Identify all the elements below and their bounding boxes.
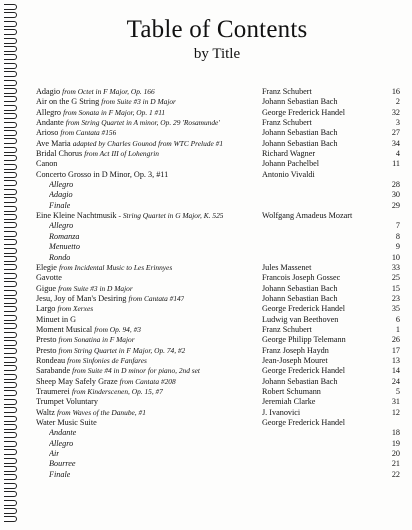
composer-name: George Frederick Handel — [262, 418, 346, 427]
work-note: from Op. 94, #3 — [94, 324, 141, 334]
binding-ring — [4, 298, 17, 304]
toc-subentry — [36, 449, 402, 459]
work-name: Trumpet Voluntary — [36, 397, 98, 407]
binding-ring — [4, 306, 17, 312]
page-number: 13 — [391, 355, 400, 365]
work-name: Presto — [36, 335, 57, 345]
toc-subentry — [36, 221, 402, 231]
composer-name: Johann Sebastian Bach — [262, 293, 338, 303]
work-title — [36, 335, 135, 345]
binding-ring — [4, 323, 17, 329]
work-name: Rondo — [49, 252, 71, 262]
composer-name: George Frederick Handel — [262, 107, 346, 117]
toc-subentry — [36, 459, 402, 469]
page-number: 15 — [391, 283, 400, 293]
binding-ring — [4, 248, 17, 254]
page-number: 1 — [395, 324, 400, 334]
toc-entry — [36, 325, 402, 335]
binding-ring — [4, 88, 17, 94]
binding-ring — [4, 231, 17, 237]
composer-name: Johann Sebastian Bach — [262, 283, 338, 293]
page-number: 27 — [391, 128, 400, 138]
work-title — [36, 356, 147, 366]
toc-subentry — [36, 428, 402, 438]
work-title — [36, 366, 200, 376]
page-number: 4 — [395, 149, 400, 159]
binding-ring — [4, 424, 17, 430]
work-name: Waltz — [36, 407, 55, 417]
work-note: from String Quartet in A minor, Op. 29 'Rosamunde' — [65, 118, 220, 128]
binding-ring — [4, 172, 17, 178]
work-name: Air on the G String — [36, 97, 100, 107]
binding-ring — [4, 147, 17, 153]
composer-name: George Frederick Handel — [262, 304, 346, 314]
binding-ring — [4, 357, 17, 363]
toc-entry — [36, 284, 402, 294]
toc-entry — [36, 408, 402, 418]
page-number: 18 — [391, 428, 400, 438]
composer-name: George Frederick Handel — [262, 366, 346, 376]
page-number: 19 — [391, 438, 400, 448]
work-note: from Octet in F Major, Op. 166 — [62, 87, 155, 96]
binding-ring — [4, 432, 17, 438]
binding-ring — [4, 189, 17, 195]
binding-ring — [4, 29, 17, 35]
binding-ring — [4, 466, 17, 472]
work-title — [36, 294, 184, 304]
toc-entry — [36, 273, 402, 283]
work-name: Allegro — [49, 180, 74, 190]
page-number: 10 — [391, 252, 400, 262]
work-note: from Cantata #208 — [119, 376, 176, 386]
work-note: from Suite #3 in D Major — [101, 97, 176, 107]
page-number: 8 — [395, 231, 400, 241]
composer-name: George Philipp Telemann — [262, 335, 346, 345]
toc-entry — [36, 149, 402, 159]
page-number: 21 — [391, 459, 400, 469]
binding-ring — [4, 46, 17, 52]
page-number: 12 — [391, 407, 400, 417]
work-title — [36, 284, 133, 294]
binding-ring — [4, 441, 17, 447]
work-note: from Cantata #156 — [60, 128, 117, 138]
work-name: Elegie — [36, 262, 57, 272]
composer-name: Franz Schubert — [262, 118, 312, 128]
page-number: 7 — [395, 221, 400, 231]
work-title — [36, 139, 223, 149]
composer-name: Franz Joseph Haydn — [262, 345, 329, 355]
binding-ring — [4, 256, 17, 262]
toc-entry — [36, 263, 402, 273]
work-name: Arioso — [36, 128, 59, 138]
binding-ring — [4, 130, 17, 136]
composer-name: Johann Sebastian Bach — [262, 138, 338, 148]
work-name: Allegro — [36, 107, 62, 117]
toc-subentry — [36, 201, 402, 211]
binding-ring — [4, 332, 17, 338]
work-title — [36, 377, 176, 387]
binding-ring — [4, 382, 17, 388]
binding-ring — [4, 365, 17, 371]
toc-subentry — [36, 253, 402, 263]
binding-ring — [4, 122, 17, 128]
work-name: Bourree — [49, 459, 76, 469]
toc-entry — [36, 139, 402, 149]
work-name: Sheep May Safely Graze — [36, 376, 118, 386]
work-title — [49, 428, 76, 438]
work-title — [36, 211, 223, 221]
binding-ring — [4, 138, 17, 144]
binding-ring — [4, 474, 17, 480]
binding-ring — [4, 416, 17, 422]
toc-entry — [36, 387, 402, 397]
work-title — [49, 232, 79, 242]
work-title — [36, 418, 97, 428]
work-title — [36, 397, 98, 407]
work-note: from Waves of the Danube, #1 — [56, 407, 146, 417]
binding-ring — [4, 197, 17, 203]
composer-name: Jean-Joseph Mouret — [262, 355, 328, 365]
work-name: Concerto Grosso in D Minor, Op. 3, #11 — [36, 169, 169, 179]
toc-subentry — [36, 470, 402, 480]
binding-ring — [4, 113, 17, 119]
work-name: Traumerei — [36, 386, 70, 396]
toc-entry — [36, 87, 402, 97]
binding-ring — [4, 71, 17, 77]
binding-ring — [4, 222, 17, 228]
page-subtitle: by Title — [193, 46, 241, 62]
work-title — [36, 304, 93, 314]
work-name: Rondeau — [36, 355, 66, 365]
work-name: Andante — [49, 428, 77, 438]
binding-ring — [4, 458, 17, 464]
table-of-contents — [36, 87, 402, 480]
toc-entry — [36, 366, 402, 376]
toc-entry — [36, 294, 402, 304]
toc-entry — [36, 377, 402, 387]
work-title — [36, 108, 165, 118]
work-note: from Suite #3 in D Major — [58, 283, 133, 293]
work-title — [49, 459, 76, 469]
page-number: 3 — [395, 118, 400, 128]
page-number: 31 — [391, 397, 400, 407]
work-name: Water Music Suite — [36, 418, 97, 427]
binding-ring — [4, 206, 17, 212]
work-title — [49, 201, 70, 211]
page-number: 33 — [391, 262, 400, 272]
binding-ring — [4, 38, 17, 44]
binding-ring — [4, 63, 17, 69]
toc-entry — [36, 211, 402, 221]
composer-name: Franz Schubert — [262, 324, 312, 334]
work-name: Moment Musical — [36, 324, 93, 334]
page-number: 28 — [391, 180, 400, 190]
binding-ring — [4, 105, 17, 111]
binding-ring — [4, 340, 17, 346]
binding-ring — [4, 155, 17, 161]
composer-name: Antonio Vivaldi — [262, 169, 315, 179]
work-title — [49, 221, 73, 231]
work-name: Gavotte — [36, 273, 62, 283]
work-note: from String Quartet in F Major, Op. 74, #2 — [58, 345, 186, 355]
work-note: from Kinderscenen, Op. 15, #7 — [71, 386, 163, 396]
composer-name: Johann Sebastian Bach — [262, 376, 338, 386]
page-number: 30 — [391, 190, 400, 200]
binding-ring — [4, 407, 17, 413]
binding-ring — [4, 348, 17, 354]
toc-subentry — [36, 180, 402, 190]
composer-name: Johann Pachelbel — [262, 159, 320, 169]
work-title — [36, 346, 185, 356]
work-note: from Sinfonies de Fanfares — [67, 355, 147, 365]
composer-name: Johann Sebastian Bach — [262, 128, 338, 138]
toc-entry — [36, 118, 402, 128]
binding-ring — [4, 214, 17, 220]
work-name: Bridal Chorus — [36, 149, 83, 159]
work-name: Largo — [36, 304, 56, 314]
page-number: 20 — [391, 449, 400, 459]
toc-subentry — [36, 232, 402, 242]
work-title — [36, 408, 146, 418]
binding-ring — [4, 399, 17, 405]
work-name: Canon — [36, 159, 58, 169]
page-number: 34 — [391, 138, 400, 148]
binding-ring — [4, 264, 17, 270]
work-note: from Xerxes — [57, 304, 94, 314]
work-title — [36, 387, 163, 397]
toc-entry — [36, 346, 402, 356]
page-number: 11 — [392, 159, 400, 169]
work-title — [36, 97, 176, 107]
binding-ring — [4, 508, 17, 514]
composer-name: Jules Massenet — [262, 262, 312, 272]
toc-subentry — [36, 439, 402, 449]
work-note: from Sonatina in F Major — [58, 335, 135, 345]
page-number: 25 — [391, 273, 400, 283]
binding-ring — [4, 96, 17, 102]
work-name: Adagio — [49, 190, 73, 200]
toc-entry — [36, 335, 402, 345]
binding-ring — [4, 390, 17, 396]
work-title — [36, 87, 155, 97]
work-note: from Act III of Lohengrin — [84, 149, 159, 159]
binding-ring — [4, 516, 17, 522]
binding-ring — [4, 21, 17, 27]
toc-subentry — [36, 242, 402, 252]
composer-name: Robert Schumann — [262, 386, 321, 396]
work-name: Finale — [49, 200, 71, 210]
binding-ring — [4, 12, 17, 18]
work-name: Andante — [36, 118, 64, 128]
work-title — [36, 273, 62, 283]
work-title — [49, 242, 80, 252]
binding-ring — [4, 164, 17, 170]
toc-entry — [36, 128, 402, 138]
binding-ring — [4, 491, 17, 497]
composer-name: Ludwig van Beethoven — [262, 314, 339, 324]
toc-entry — [36, 304, 402, 314]
work-name: Allegro — [49, 438, 74, 448]
work-note: from Cantata #147 — [128, 293, 185, 303]
binding-ring — [4, 80, 17, 86]
work-note: from Sonata in F Major, Op. 1 #11 — [63, 107, 166, 117]
work-title — [36, 149, 159, 159]
page-number: 32 — [391, 107, 400, 117]
page-number: 24 — [391, 376, 400, 386]
work-title — [49, 470, 70, 480]
spiral-binding — [0, 4, 22, 526]
work-note: from Suite #4 in D minor for piano, 2nd set — [72, 366, 200, 376]
binding-ring — [4, 449, 17, 455]
toc-entry — [36, 356, 402, 366]
work-title — [36, 325, 141, 335]
page-number: 22 — [391, 469, 400, 479]
work-name: Eine Kleine Nachtmusik — [36, 211, 117, 221]
toc-subentry — [36, 190, 402, 200]
work-title — [36, 118, 220, 128]
page-number: 9 — [395, 242, 400, 252]
binding-ring — [4, 273, 17, 279]
work-title — [49, 253, 70, 263]
work-title — [36, 170, 168, 180]
binding-ring — [4, 281, 17, 287]
work-name: Finale — [49, 469, 71, 479]
toc-entry — [36, 97, 402, 107]
page-number: 16 — [391, 87, 400, 96]
work-name: Minuet in G — [36, 314, 77, 324]
page-number: 23 — [391, 293, 400, 303]
toc-entry — [36, 315, 402, 325]
page-title: Table of Contents — [126, 16, 308, 43]
page-number: 29 — [391, 200, 400, 210]
work-note: from Incidental Music to Les Erinnyes — [58, 262, 173, 272]
work-title — [49, 190, 73, 200]
binding-ring — [4, 500, 17, 506]
work-name: Air — [49, 449, 60, 459]
page-number: 17 — [391, 345, 400, 355]
binding-ring — [4, 290, 17, 296]
page-number: 5 — [395, 386, 400, 396]
binding-ring — [4, 315, 17, 321]
work-name: Presto — [36, 345, 57, 355]
toc-entry — [36, 418, 402, 428]
composer-name: Johann Sebastian Bach — [262, 97, 338, 107]
work-name: Romanza — [49, 231, 80, 241]
work-title — [36, 159, 57, 169]
work-title — [49, 439, 73, 449]
composer-name: J. Ivanovici — [262, 407, 301, 417]
work-name: Adagio — [36, 87, 61, 96]
work-note: - String Quartet in G Major, K. 525 — [118, 211, 224, 221]
toc-entry — [36, 397, 402, 407]
page-number: 35 — [391, 304, 400, 314]
work-name: Allegro — [49, 221, 74, 231]
page-number: 6 — [395, 314, 400, 324]
work-name: Gigue — [36, 283, 57, 293]
composer-name: Wolfgang Amadeus Mozart — [262, 211, 353, 221]
page-number: 14 — [391, 366, 400, 376]
work-title — [49, 449, 59, 459]
work-title — [36, 315, 76, 325]
composer-name: Francois Joseph Gossec — [262, 273, 341, 283]
composer-name: Franz Schubert — [262, 87, 312, 96]
binding-ring — [4, 180, 17, 186]
toc-entry — [36, 159, 402, 169]
work-name: Jesu, Joy of Man's Desiring — [36, 293, 127, 303]
binding-ring — [4, 483, 17, 489]
toc-entry — [36, 108, 402, 118]
binding-ring — [4, 374, 17, 380]
work-title — [36, 128, 116, 138]
page-number: 2 — [395, 97, 400, 107]
composer-name: Richard Wagner — [262, 149, 316, 159]
work-title — [36, 263, 172, 273]
work-note: adapted by Charles Gounod from WTC Prelude #1 — [72, 138, 224, 148]
work-name: Sarabande — [36, 366, 71, 376]
binding-ring — [4, 239, 17, 245]
binding-ring — [4, 54, 17, 60]
page-number: 26 — [391, 335, 400, 345]
work-name: Ave Maria — [36, 138, 71, 148]
composer-name: Jeremiah Clarke — [262, 397, 316, 407]
work-title — [49, 180, 73, 190]
work-name: Menuetto — [49, 242, 80, 252]
toc-entry — [36, 170, 402, 180]
binding-ring — [4, 4, 17, 10]
